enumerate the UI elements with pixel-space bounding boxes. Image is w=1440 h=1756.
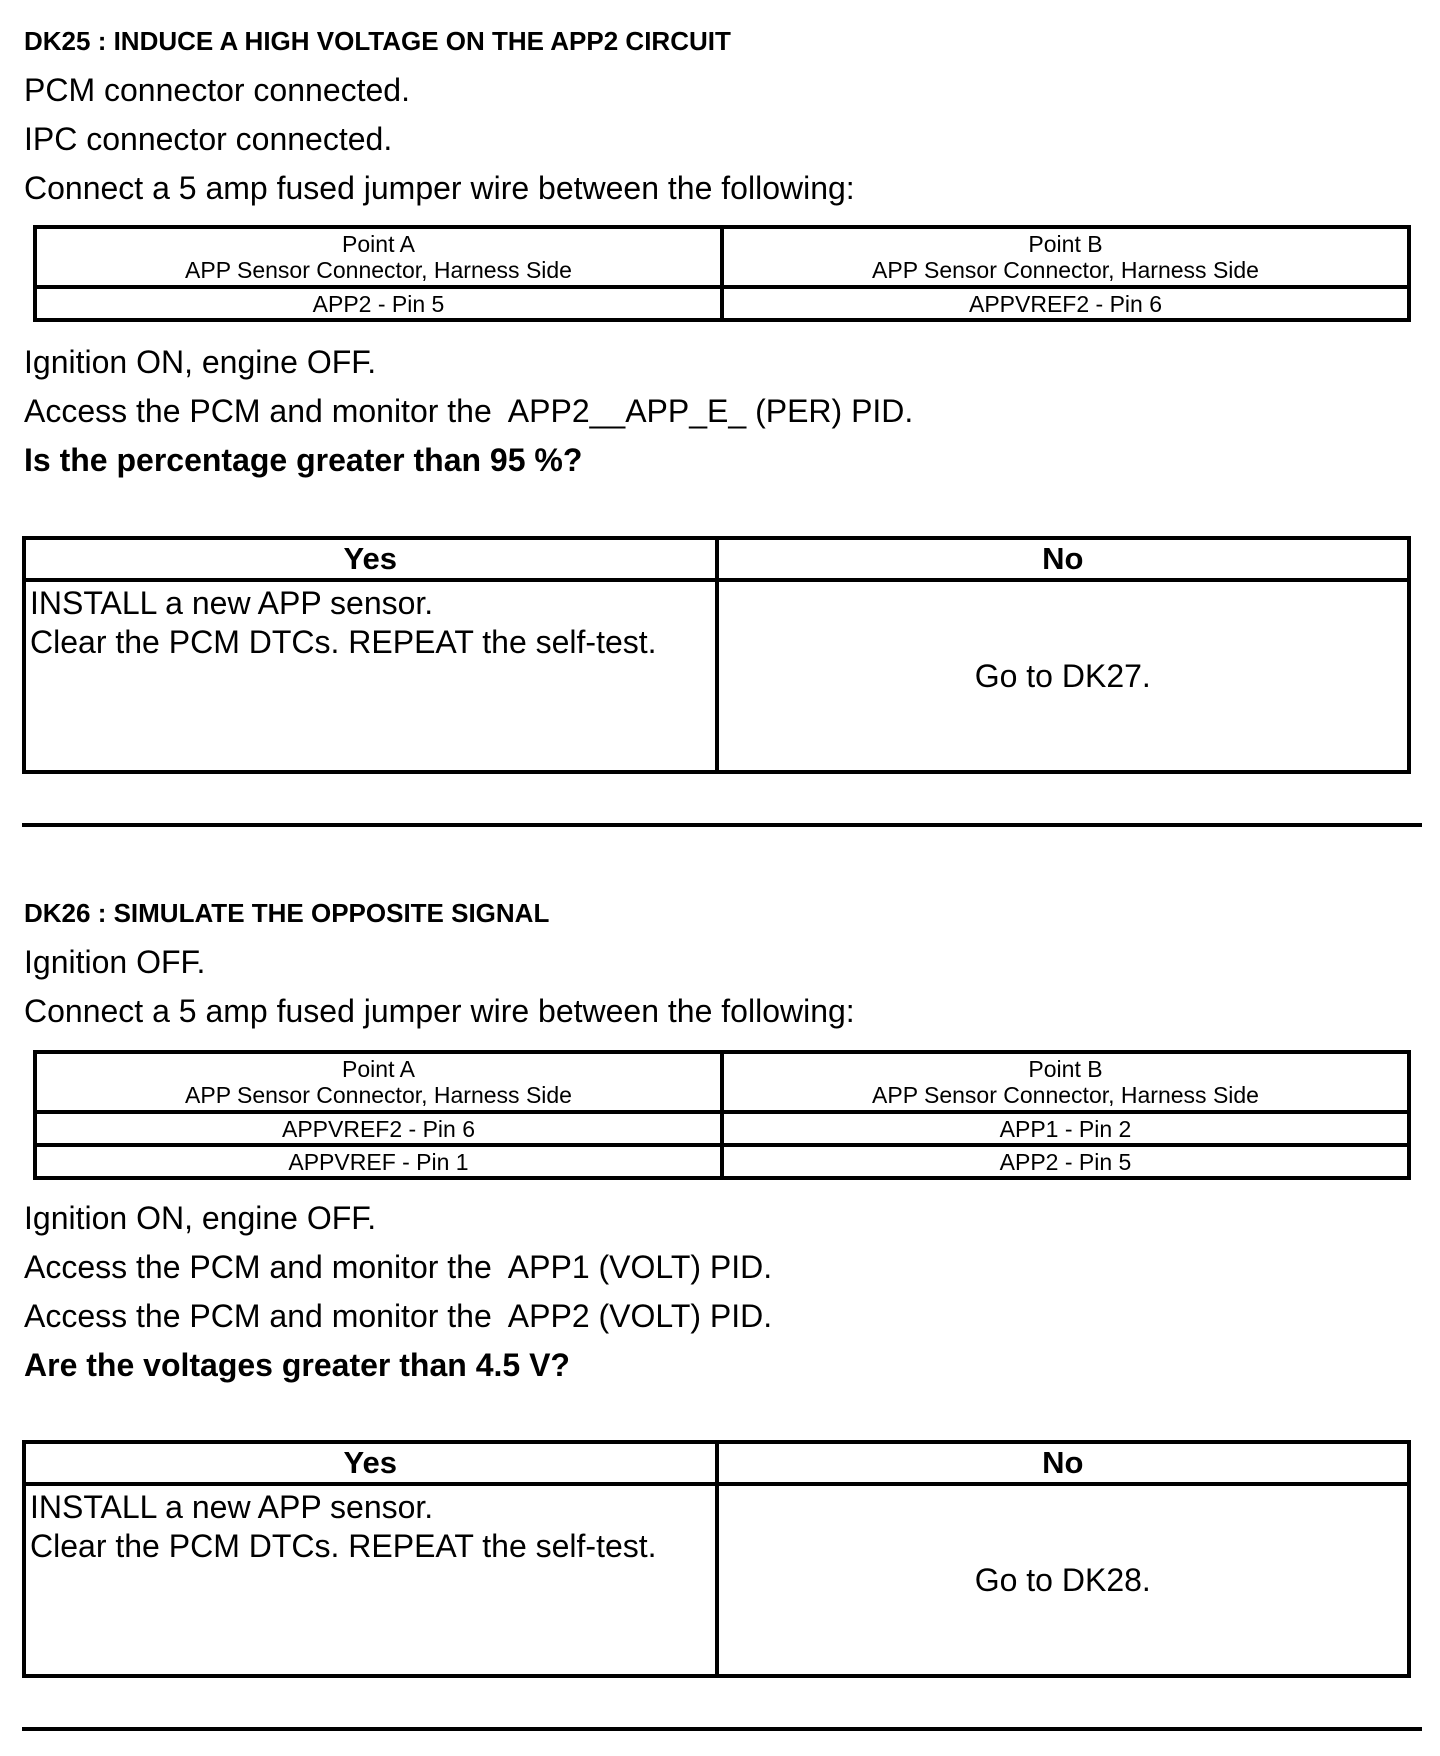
point-b-header: Point B APP Sensor Connector, Harness Side bbox=[722, 1052, 1409, 1112]
dk26-yes-no-table bbox=[22, 1440, 1411, 1678]
dk25-step-ignition: Ignition ON, engine OFF. bbox=[24, 344, 377, 380]
section-divider bbox=[22, 1727, 1422, 1731]
dk26-title: DK26 : SIMULATE THE OPPOSITE SIGNAL bbox=[24, 898, 550, 928]
dk26-step-monitor-app2: Access the PCM and monitor the APP2 (VOLT) PID. bbox=[24, 1298, 773, 1334]
section-divider bbox=[22, 823, 1422, 827]
jumper-cell: APP1 - Pin 2 bbox=[722, 1112, 1409, 1145]
point-a-header: Point A APP Sensor Connector, Harness Side bbox=[35, 1052, 722, 1112]
dk26-step-ignition-on: Ignition ON, engine OFF. bbox=[24, 1200, 377, 1236]
yes-header: Yes bbox=[24, 1442, 717, 1484]
yes-action: INSTALL a new APP sensor. Clear the PCM DTCs. REPEAT the self-test. bbox=[24, 1484, 717, 1676]
jumper-cell: APP2 - Pin 5 bbox=[35, 287, 722, 320]
point-a-header: Point A APP Sensor Connector, Harness Side bbox=[35, 227, 722, 287]
yes-header: Yes bbox=[24, 538, 717, 580]
dk26-step-ignition-off: Ignition OFF. bbox=[24, 944, 206, 980]
dk26-step-connect: Connect a 5 amp fused jumper wire between the following: bbox=[24, 993, 855, 1029]
dk25-question: Is the percentage greater than 95 %? bbox=[24, 442, 583, 478]
dk25-step-connect: Connect a 5 amp fused jumper wire between the following: bbox=[24, 170, 855, 206]
dk25-step-ipc: IPC connector connected. bbox=[24, 121, 393, 157]
dk25-jumper-table bbox=[33, 225, 1411, 322]
no-header: No bbox=[717, 1442, 1410, 1484]
dk25-yes-no-table bbox=[22, 536, 1411, 774]
dk26-question: Are the voltages greater than 4.5 V? bbox=[24, 1347, 570, 1383]
no-action: Go to DK27. bbox=[717, 580, 1410, 772]
no-action: Go to DK28. bbox=[717, 1484, 1410, 1676]
dk25-title: DK25 : INDUCE A HIGH VOLTAGE ON THE APP2 CIRCUIT bbox=[24, 26, 731, 56]
dk26-jumper-table bbox=[33, 1050, 1411, 1180]
point-b-header: Point B APP Sensor Connector, Harness Side bbox=[722, 227, 1409, 287]
dk25-step-monitor: Access the PCM and monitor the APP2__APP_E_ (PER) PID. bbox=[24, 393, 914, 429]
jumper-cell: APPVREF2 - Pin 6 bbox=[35, 1112, 722, 1145]
jumper-cell: APPVREF2 - Pin 6 bbox=[722, 287, 1409, 320]
dk25-step-pcm: PCM connector connected. bbox=[24, 72, 410, 108]
no-header: No bbox=[717, 538, 1410, 580]
dk26-step-monitor-app1: Access the PCM and monitor the APP1 (VOLT) PID. bbox=[24, 1249, 773, 1285]
jumper-cell: APPVREF - Pin 1 bbox=[35, 1145, 722, 1178]
yes-action: INSTALL a new APP sensor. Clear the PCM DTCs. REPEAT the self-test. bbox=[24, 580, 717, 772]
jumper-cell: APP2 - Pin 5 bbox=[722, 1145, 1409, 1178]
